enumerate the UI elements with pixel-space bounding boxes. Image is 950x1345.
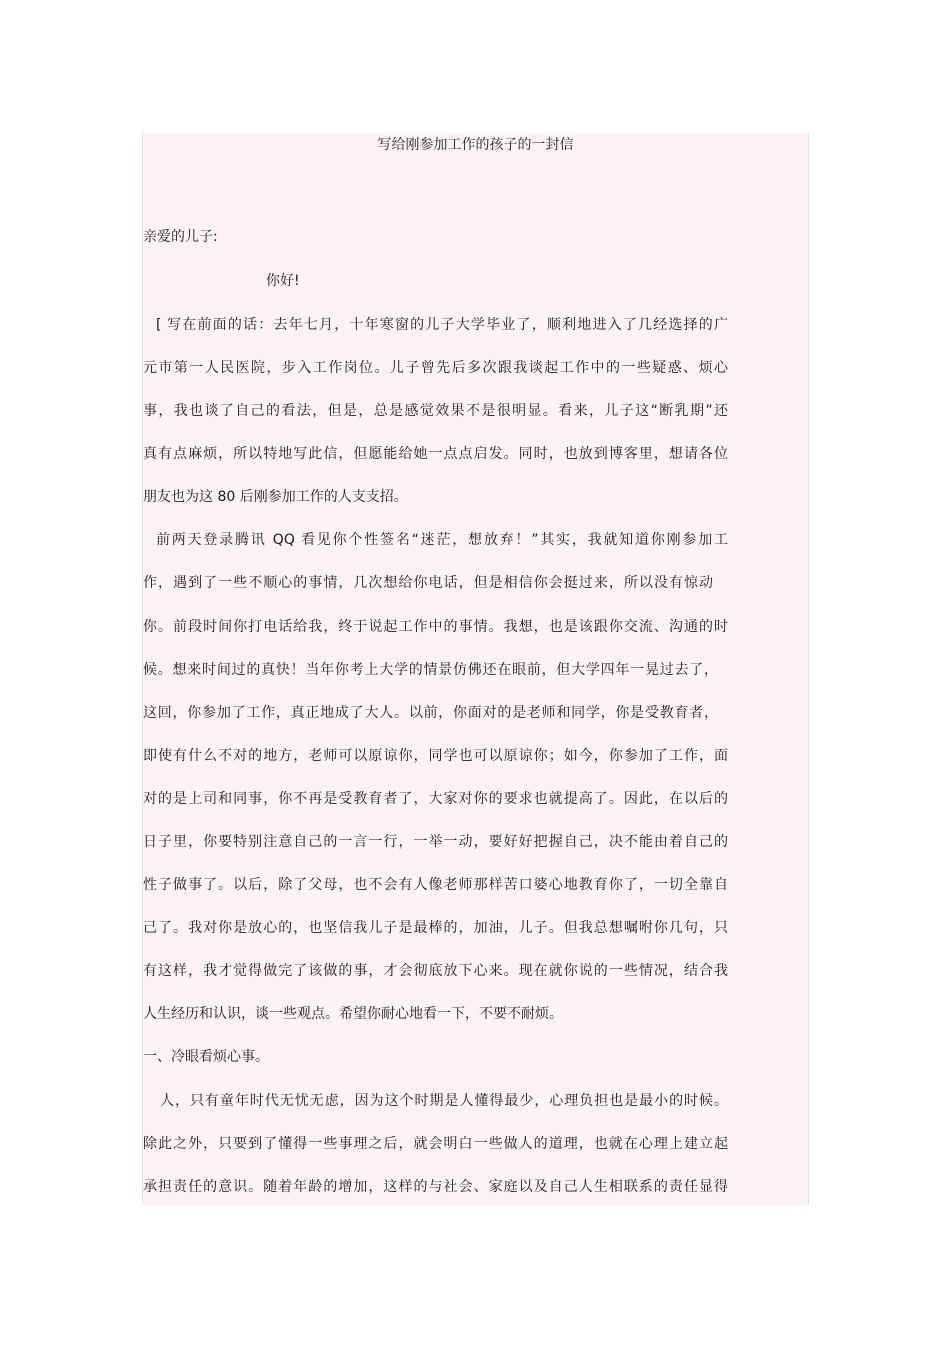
greeting: 你好!	[266, 273, 300, 289]
salutation: 亲爱的儿子:	[143, 229, 218, 245]
paragraph-line: 这回，你参加了工作，真正地成了大人。以前，你面对的是老师和同学，你是受教育者，	[143, 705, 718, 721]
paragraph-line: 你。前段时间你打电话给我，终于说起工作中的事情。我想，也是该跟你交流、沟通的时	[143, 619, 728, 635]
paragraph-line: 作，遇到了一些不顺心的事情，几次想给你电话，但是相信你会挺过来，所以没有惊动	[143, 575, 713, 591]
paragraph-line: 即使有什么不对的地方，老师可以原谅你，同学也可以原谅你；如今，你参加了工作，面	[143, 748, 728, 764]
paragraph-line: 承担责任的意识。随着年龄的增加，这样的与社会、家庭以及自己人生相联系的责任显得	[143, 1179, 728, 1195]
paragraph-line: 前两天登录腾讯 QQ 看见你个性签名“迷茫，想放弃！”其实，我就知道你刚参加工	[156, 532, 728, 548]
paragraph-line: 日子里，你要特别注意自己的一言一行，一举一动，要好好把握自己，决不能由着自己的	[143, 834, 728, 850]
paragraph-line: 对的是上司和同事，你不再是受教育者了，大家对你的要求也就提高了。因此，在以后的	[143, 791, 728, 807]
paragraph-line: 己了。我对你是放心的，也坚信我儿子是最棒的，加油，儿子。但我总想嘱咐你几句，只	[143, 920, 728, 936]
paragraph-line: 朋友也为这 80 后刚参加工作的人支支招。	[143, 489, 408, 505]
document-title: 写给刚参加工作的孩子的一封信	[377, 137, 574, 153]
paragraph-line: 人生经历和认识，谈一些观点。希望你耐心地看一下，不要不耐烦。	[143, 1006, 563, 1022]
paragraph-line: 有这样，我才觉得做完了该做的事，才会彻底放下心来。现在就你说的一些情况，结合我	[143, 963, 728, 979]
paragraph-line: 真有点麻烦，所以特地写此信，但愿能给她一点点启发。同时，也放到博客里，想请各位	[143, 446, 728, 462]
document-page	[142, 133, 809, 1205]
paragraph-line: 候。想来时间过的真快！当年你考上大学的情景仿佛还在眼前，但大学四年一晃过去了，	[143, 662, 718, 678]
paragraph-line: 性子做事了。以后，除了父母，也不会有人像老师那样苦口婆心地教育你了，一切全靠自	[143, 877, 728, 893]
paragraph-line: 元市第一人民医院，步入工作岗位。儿子曾先后多次跟我谈起工作中的一些疑惑、烦心	[143, 360, 728, 376]
paragraph-line: 除此之外，只要到了懂得一些事理之后，就会明白一些做人的道理，也就在心理上建立起	[143, 1136, 728, 1152]
paragraph-line: [ 写在前面的话：去年七月，十年寒窗的儿子大学毕业了，顺利地进入了几经选择的广	[156, 317, 728, 333]
paragraph-line: 人，只有童年时代无忧无虑，因为这个时期是人懂得最少，心理负担也是最小的时候。	[160, 1093, 728, 1109]
paragraph-line: 事，我也谈了自己的看法，但是，总是感觉效果不是很明显。看来，儿子这“断乳期”还	[143, 403, 728, 419]
section-heading: 一、冷眼看烦心事。	[143, 1049, 269, 1065]
